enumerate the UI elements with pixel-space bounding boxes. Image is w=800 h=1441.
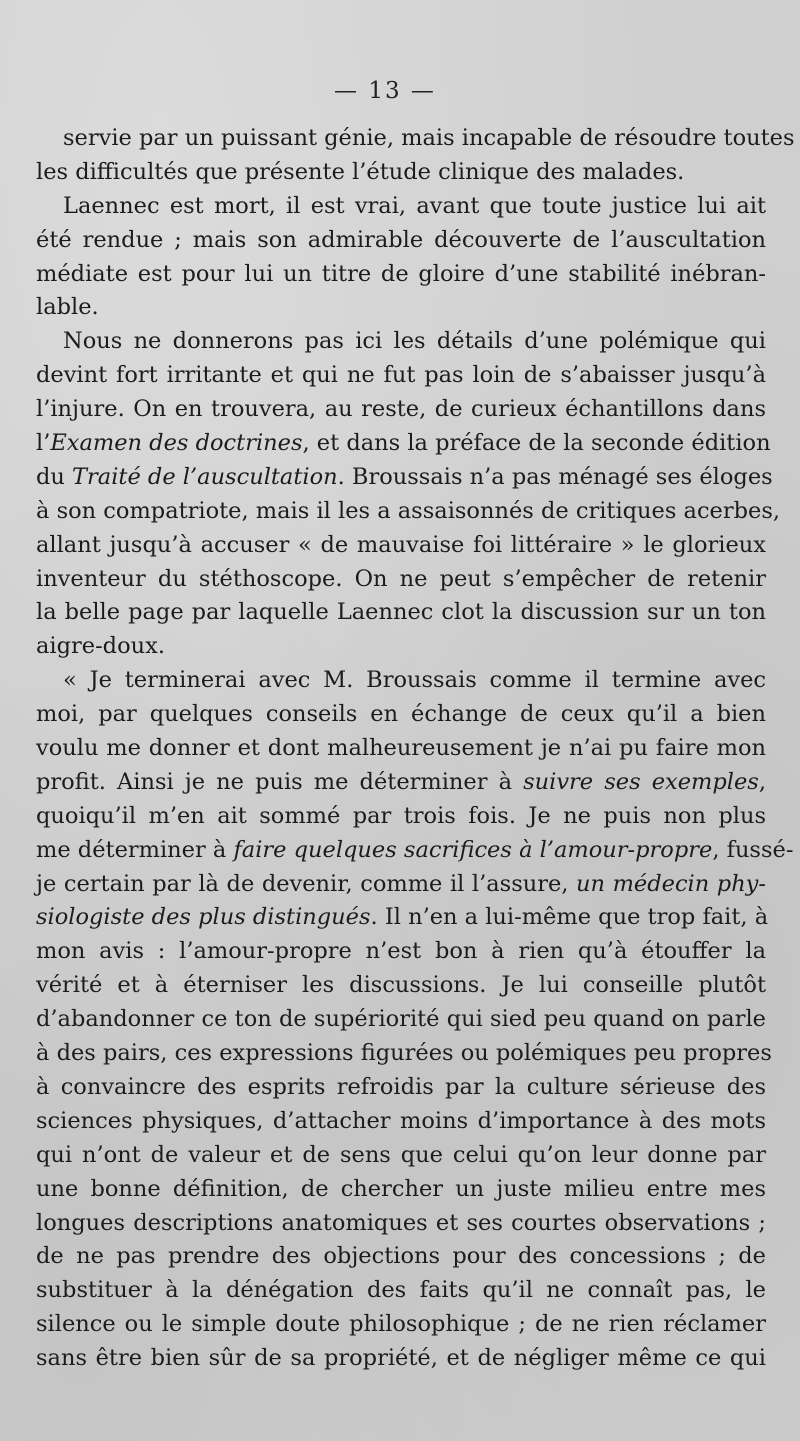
text-line: la belle page par laquelle Laennec clot la discussion sur un ton	[36, 599, 766, 626]
text-line: voulu me donner et dont malheureusement je n’ai pu faire mon	[36, 735, 766, 762]
text-line: silence ou le simple doute philosophique ; de ne rien réclamer	[36, 1311, 766, 1338]
text-line: mon avis : l’amour-propre n’est bon à rien qu’à étouffer la	[36, 938, 766, 965]
text-line: servie par un puissant génie, mais incapable de résoudre toutes	[63, 125, 795, 151]
page-number: — 13 —	[334, 78, 436, 104]
text-line: médiate est pour lui un titre de gloire d’une stabilité inébran-	[36, 260, 766, 287]
text-line: de ne pas prendre des objections pour des concessions ; de	[36, 1243, 766, 1270]
text-line: qui n’ont de valeur et de sens que celui qu’on leur donne par	[36, 1141, 766, 1168]
text-line: à convaincre des esprits refroidis par la culture sérieuse des	[36, 1073, 766, 1100]
text-line: d’abandonner ce ton de supériorité qui sied peu quand on parle	[36, 1006, 766, 1033]
text-line: « Je terminerai avec M. Broussais comme il termine avec	[63, 667, 766, 694]
text-line: quoiqu’il m’en ait sommé par trois fois. Je ne puis non plus	[36, 802, 766, 829]
text-line: vérité et à éterniser les discussions. Je lui conseille plutôt	[36, 972, 766, 999]
text-line: me déterminer à faire quelques sacrifices à l’amour-propre, fussé-	[36, 836, 794, 863]
text-line: Nous ne donnerons pas ici les détails d’une polémique qui	[63, 328, 766, 355]
text-line: à son compatriote, mais il les a assaisonnés de critiques acerbes,	[36, 497, 781, 524]
text-line: une bonne définition, de chercher un juste milieu entre mes	[36, 1175, 766, 1202]
text-line: du Traité de l’auscultation. Broussais n’a pas ménagé ses éloges	[36, 463, 773, 490]
text-line: les difficultés que présente l’étude clinique des malades.	[36, 158, 685, 185]
text-line: sans être bien sûr de sa propriété, et de négliger même ce qui	[36, 1345, 766, 1372]
text-line: Laennec est mort, il est vrai, avant que toute justice lui ait	[63, 192, 766, 219]
text-line: été rendue ; mais son admirable découverte de l’auscultation	[36, 226, 766, 253]
text-line: allant jusqu’à accuser « de mauvaise foi littéraire » le glorieux	[36, 531, 766, 558]
text-line: l’Examen des doctrines, et dans la préface de la seconde édition	[36, 430, 771, 457]
text-line: l’injure. On en trouvera, au reste, de curieux échantillons dans	[36, 396, 766, 423]
text-line: substituer à la dénégation des faits qu’il ne connaît pas, le	[36, 1277, 766, 1304]
text-line: à des pairs, ces expressions figurées ou polémiques peu propres	[36, 1040, 772, 1067]
text-line: sciences physiques, d’attacher moins d’importance à des mots	[36, 1107, 766, 1134]
text-line: je certain par là de devenir, comme il l’assure, un médecin phy-	[36, 870, 767, 897]
text-line: siologiste des plus distingués. Il n’en a lui-même que trop fait, à	[36, 904, 769, 931]
text-line: lable.	[36, 294, 99, 321]
text-line: inventeur du stéthoscope. On ne peut s’empêcher de retenir	[36, 565, 766, 592]
text-line: longues descriptions anatomiques et ses courtes observations ;	[36, 1209, 766, 1236]
text-line: devint fort irritante et qui ne fut pas loin de s’abaisser jusqu’à	[36, 362, 766, 389]
text-line: profit. Ainsi je ne puis me déterminer à suivre ses exemples,	[36, 768, 766, 795]
text-line: moi, par quelques conseils en échange de ceux qu’il a bien	[36, 701, 766, 728]
text-line: aigre-doux.	[36, 633, 165, 660]
body-text	[36, 122, 795, 1376]
